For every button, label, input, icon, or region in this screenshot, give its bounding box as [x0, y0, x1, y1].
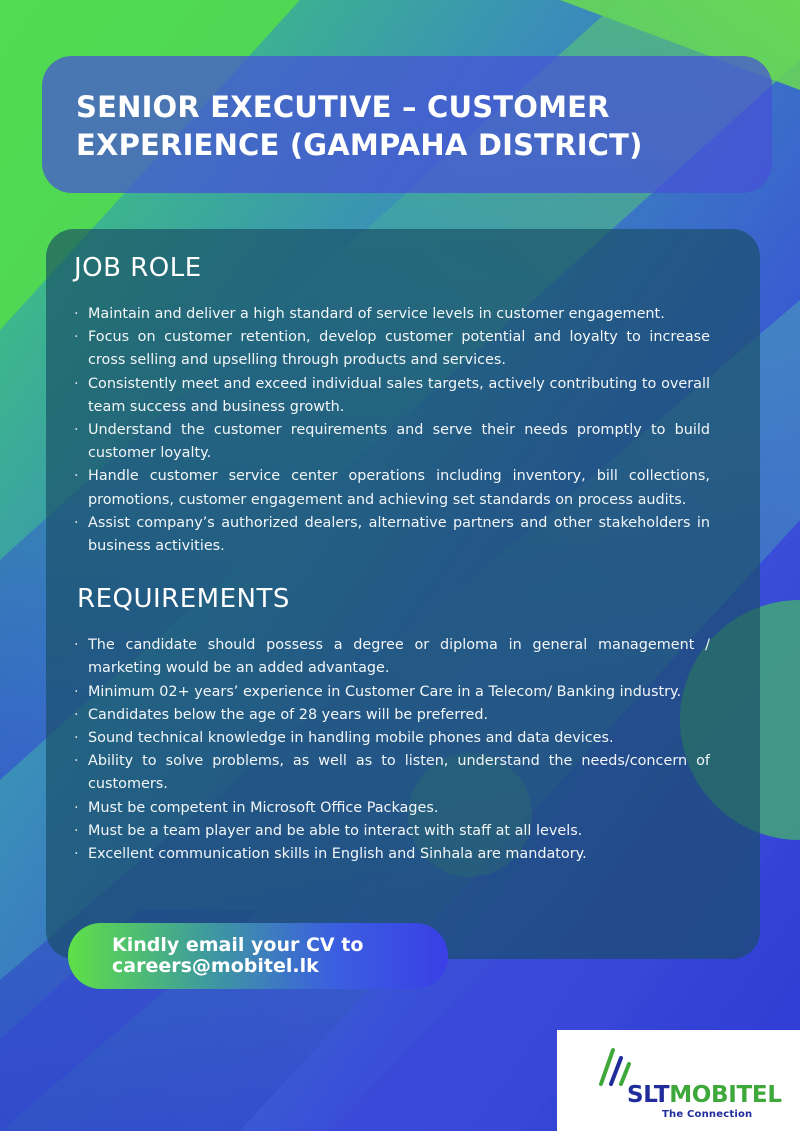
logo-wordmark	[627, 1082, 782, 1108]
list-item-text: Focus on customer retention, develop customer potential and loyalty to increase cross selling and upselling through products and services.	[88, 329, 710, 369]
bullet-icon: ·	[74, 468, 79, 485]
bullet-icon: ·	[74, 706, 79, 723]
bullet-icon: ·	[74, 730, 79, 747]
list-item-text: Candidates below the age of 28 years will be preferred.	[88, 706, 489, 723]
bullet-icon: ·	[74, 422, 79, 439]
job-role-heading: JOB ROLE	[74, 253, 202, 283]
logo-wordmark-mobitel: MOBITEL	[669, 1082, 782, 1108]
list-item	[74, 303, 710, 326]
list-item-text: Must be competent in Microsoft Office Packages.	[88, 799, 439, 816]
list-item-text: Handle customer service center operations including inventory, bill collections, promotions, customer engagement and achieving set standards on process audits.	[88, 468, 710, 508]
list-item-text: Maintain and deliver a high standard of service levels in customer engagement.	[88, 306, 665, 322]
bullet-icon: ·	[74, 846, 79, 863]
list-item	[74, 797, 710, 820]
logo-wordmark-slt: SLT	[627, 1082, 670, 1108]
list-item-text: Excellent communication skills in English and Sinhala are mandatory.	[88, 846, 587, 863]
list-item	[74, 419, 710, 465]
bullet-icon: ·	[74, 753, 79, 770]
job-title: SENIOR EXECUTIVE – CUSTOMER EXPERIENCE (GAMPAHA DISTRICT)	[76, 90, 643, 162]
list-item	[74, 681, 710, 704]
bullet-icon: ·	[74, 514, 79, 531]
bullet-icon: ·	[74, 306, 79, 322]
list-item-text: Sound technical knowledge in handling mobile phones and data devices.	[88, 730, 614, 747]
list-item-text: Consistently meet and exceed individual sales targets, actively contributing to overall team success and business growth.	[88, 375, 710, 415]
list-item	[74, 373, 710, 419]
bullet-icon: ·	[74, 683, 79, 700]
list-item-text: Must be a team player and be able to interact with staff at all levels.	[88, 822, 583, 839]
logo-tagline: The Connection	[662, 1109, 753, 1120]
bullet-icon: ·	[74, 799, 79, 816]
list-item-text: Understand the customer requirements and serve their needs promptly to build customer loyalty.	[88, 422, 710, 462]
requirements-list	[74, 634, 710, 866]
list-item	[74, 843, 710, 866]
list-item	[74, 634, 710, 680]
list-item	[74, 465, 710, 511]
cta-email-link[interactable]: careers@mobitel.lk	[112, 955, 319, 977]
list-item-text: Minimum 02+ years’ experience in Customer Care in a Telecom/ Banking industry.	[88, 683, 682, 700]
list-item	[74, 727, 710, 750]
job-role-list	[74, 303, 710, 558]
bullet-icon: ·	[74, 375, 79, 392]
list-item	[74, 820, 710, 843]
list-item-text: Assist company’s authorized dealers, alternative partners and other stakeholders in business activities.	[88, 514, 710, 555]
list-item	[74, 326, 710, 372]
cta-line-1: Kindly email your CV to	[112, 934, 364, 956]
requirements-heading: REQUIREMENTS	[77, 584, 290, 615]
title-banner	[42, 56, 772, 193]
apply-email-banner[interactable]	[68, 923, 448, 989]
job-details-panel	[46, 229, 760, 959]
brand-logo	[557, 1030, 800, 1131]
list-item	[74, 704, 710, 727]
list-item-text: The candidate should possess a degree or diploma in general management / marketing would be an added advantage.	[88, 637, 710, 677]
bullet-icon: ·	[74, 822, 79, 839]
list-item-text: Ability to solve problems, as well as to listen, understand the needs/concern of customers.	[88, 753, 710, 793]
bullet-icon: ·	[74, 637, 79, 654]
bullet-icon: ·	[74, 329, 79, 346]
list-item	[74, 750, 710, 796]
list-item	[74, 512, 710, 558]
